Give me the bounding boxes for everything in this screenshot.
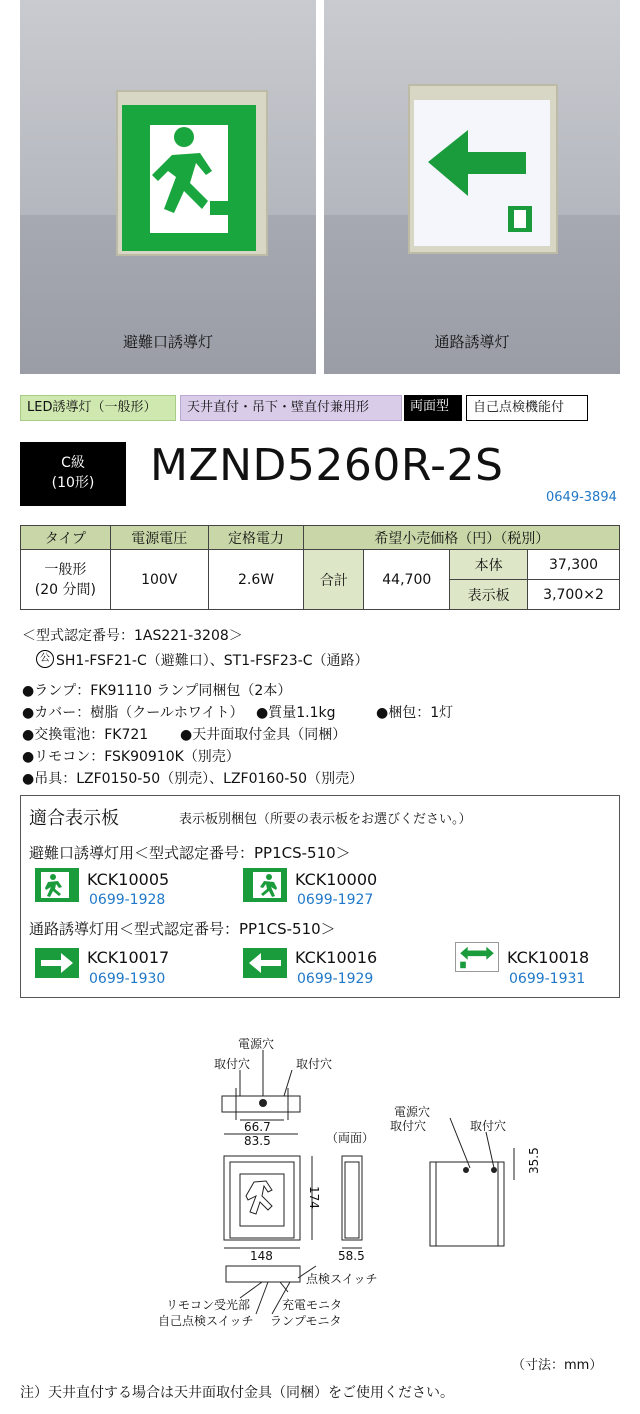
double-arrow-icon xyxy=(456,943,498,971)
grade-line2: (10形) xyxy=(51,475,95,491)
compat-note: 表示板別梱包（所要の表示板をお選びください。） xyxy=(179,812,472,827)
feature-battery: ●交換電池：FK721 xyxy=(22,727,149,743)
tag-mount: 天井直付・吊下・壁直付兼用形 xyxy=(180,395,402,421)
product-code: 0649-3894 xyxy=(546,490,617,505)
feature-weight: ●質量1.1kg xyxy=(256,705,336,721)
label-self-check-switch: 自己点検スイッチ xyxy=(158,1314,254,1328)
exit-heading: 避難口誘導灯用＜型式認定番号：PP1CS-510＞ xyxy=(29,844,351,862)
feature-package: ●梱包：1灯 xyxy=(376,705,454,721)
running-man-icon xyxy=(35,868,79,902)
panel-model-2: KCK10000 xyxy=(295,870,378,889)
photo-right-caption: 通路誘導灯 xyxy=(434,333,510,351)
label-check-switch: 点検スイッチ xyxy=(306,1272,378,1286)
label-charge-monitor: 充電モニタ xyxy=(282,1298,343,1312)
dim-66-7: 66.7 xyxy=(244,1120,271,1134)
feature-cover: ●カバー：樹脂（クールホワイト） xyxy=(22,705,244,721)
path-heading: 通路誘導灯用＜型式認定番号：PP1CS-510＞ xyxy=(29,920,336,938)
path-sign-face xyxy=(414,100,550,246)
compatible-panels xyxy=(20,795,620,998)
cell-total-value: 44,700 xyxy=(364,550,450,610)
th-type: タイプ xyxy=(21,526,111,550)
compat-title: 適合表示板 xyxy=(29,808,119,829)
label-lamp-monitor: ランプモニタ xyxy=(270,1314,342,1328)
panel-thumb-left-arrow xyxy=(243,948,287,978)
cell-body-label: 本体 xyxy=(450,550,528,580)
cell-type xyxy=(21,550,111,610)
unit-note: （寸法：mm） xyxy=(512,1358,603,1373)
label-both-sides: （両面） xyxy=(326,1131,375,1145)
cert-line2: SH1-FSF21-C（避難口）、ST1-FSF23-C（通路） xyxy=(56,653,369,669)
running-man-icon xyxy=(243,868,287,902)
spec-table xyxy=(20,525,620,610)
th-voltage: 電源電圧 xyxy=(110,526,208,550)
model-number: MZND5260R-2S xyxy=(150,440,504,491)
th-price: 希望小売価格（円）（税別） xyxy=(304,526,620,550)
cell-panel-label: 表示板 xyxy=(450,580,528,610)
label-power-hole-top: 電源穴 xyxy=(238,1037,275,1051)
label-mount-hole-left: 取付穴 xyxy=(214,1057,251,1071)
cell-body-value: 37,300 xyxy=(528,550,620,580)
panel-code-3: 0699-1930 xyxy=(89,971,166,987)
left-arrow-icon xyxy=(414,100,550,246)
panel-model-3: KCK10017 xyxy=(87,948,170,967)
tag-double: 両面型 xyxy=(404,395,462,421)
dim-58-5: 58.5 xyxy=(338,1249,365,1263)
label-mount-hole-right: 取付穴 xyxy=(296,1057,333,1071)
photo-left-caption: 避難口誘導灯 xyxy=(122,333,213,351)
th-power: 定格電力 xyxy=(208,526,304,550)
right-arrow-icon xyxy=(35,948,79,978)
left-arrow-icon xyxy=(243,948,287,978)
exit-sign-face xyxy=(122,105,256,251)
grade-line1: C級 xyxy=(61,455,85,471)
tag-led: LED誘導灯（一般形） xyxy=(20,395,176,421)
dim-148: 148 xyxy=(250,1249,273,1263)
photo-path-sign xyxy=(324,0,620,374)
photo-exit-sign xyxy=(20,0,316,374)
cert-line1: ＜型式認定番号：1AS221-3208＞ xyxy=(22,628,243,644)
type-line2: (20 分間) xyxy=(34,581,96,598)
footnote: 注）天井直付する場合は天井面取付金具（同梱）をご使用ください。 xyxy=(20,1385,454,1401)
running-man-icon xyxy=(246,1181,272,1214)
cell-total-label: 合計 xyxy=(304,550,364,610)
panel-code-4: 0699-1929 xyxy=(297,971,374,987)
label-mount-hole-ceiling-left: 取付穴 xyxy=(390,1119,427,1133)
panel-code-1: 0699-1928 xyxy=(89,892,166,908)
panel-thumb-exit-left xyxy=(35,868,79,902)
dim-35-5: 35.5 xyxy=(527,1147,541,1174)
panel-model-4: KCK10016 xyxy=(295,948,378,967)
dimension-drawing xyxy=(0,1030,640,1360)
feature-lamp: ●ランプ：FK91110 ランプ同梱包（2本） xyxy=(22,683,292,699)
panel-thumb-right-arrow xyxy=(35,948,79,978)
feature-bracket: ●天井面取付金具（同梱） xyxy=(180,727,347,743)
dim-174: 174 xyxy=(307,1186,321,1209)
cell-panel-value: 3,700×2 xyxy=(528,580,620,610)
dim-83-5: 83.5 xyxy=(244,1134,271,1148)
feature-remote: ●リモコン：FSK90910K（別売） xyxy=(22,749,240,765)
panel-model-5: KCK10018 xyxy=(507,948,590,967)
cell-voltage: 100V xyxy=(110,550,208,610)
tag-selfcheck: 自己点検機能付 xyxy=(466,395,588,421)
panel-model-1: KCK10005 xyxy=(87,870,170,889)
panel-code-2: 0699-1927 xyxy=(297,892,374,908)
panel-code-5: 0699-1931 xyxy=(509,971,586,987)
label-remote-receiver: リモコン受光部 xyxy=(166,1298,251,1312)
panel-thumb-double-arrow xyxy=(455,942,499,972)
grade-box xyxy=(20,442,126,506)
label-power-hole-ceiling: 電源穴 xyxy=(394,1105,431,1119)
feature-hanger: ●吊具：LZF0150-50（別売）、LZF0160-50（別売） xyxy=(22,771,364,787)
type-line1: 一般形 xyxy=(44,561,87,578)
public-mark-icon: 公 xyxy=(36,650,54,668)
panel-thumb-exit-right xyxy=(243,868,287,902)
label-mount-hole-ceiling-right: 取付穴 xyxy=(470,1119,507,1133)
cell-power: 2.6W xyxy=(208,550,304,610)
running-man-icon xyxy=(122,105,256,251)
